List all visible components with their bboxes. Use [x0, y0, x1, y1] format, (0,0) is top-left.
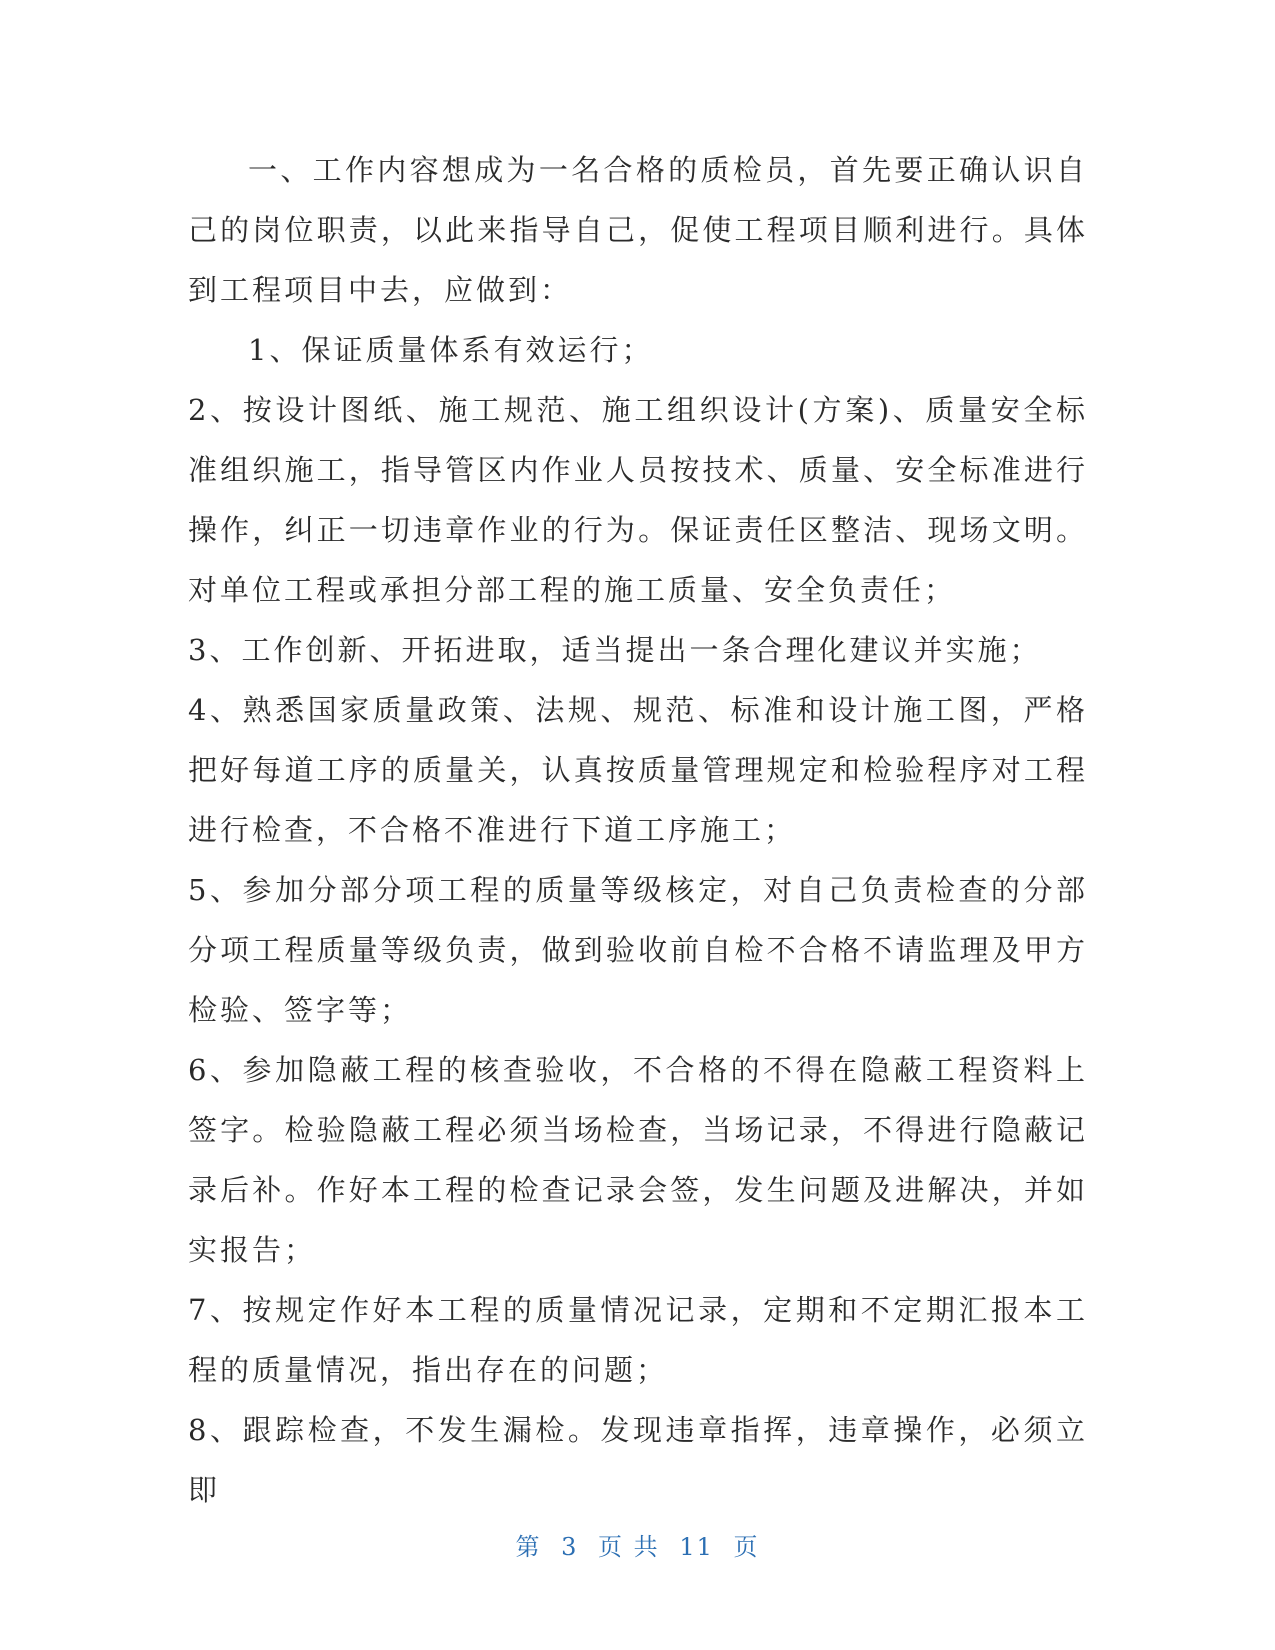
current-page-number: 3: [561, 1533, 579, 1561]
page-suffix: 页: [733, 1533, 760, 1561]
paragraph-intro: 一、工作内容想成为一名合格的质检员，首先要正确认识自己的岗位职责，以此来指导自己，促使工程项目顺利进行。具体到工程项目中去，应做到：: [188, 153, 1088, 307]
page-mid-text: 页 共: [598, 1533, 660, 1561]
list-item-2: 2、按设计图纸、施工规范、施工组织设计(方案)、质量安全标准组织施工，指导管区内作业人员按技术、质量、安全标准进行操作，纠正一切违章作业的行为。保证责任区整洁、现场文明。对单位工程或承担分部工程的施工质量、安全负责任；: [188, 393, 1088, 607]
list-item-4: 4、熟悉国家质量政策、法规、规范、标准和设计施工图，严格把好每道工序的质量关，认真按质量管理规定和检验程序对工程进行检查，不合格不准进行下道工序施工；: [188, 693, 1088, 847]
page-prefix: 第: [515, 1533, 542, 1561]
list-item-5: 5、参加分部分项工程的质量等级核定，对自己负责检查的分部分项工程质量等级负责，做到验收前自检不合格不请监理及甲方检验、签字等；: [188, 873, 1088, 1027]
list-item-1: 1、保证质量体系有效运行；: [248, 333, 654, 367]
total-pages-number: 11: [679, 1533, 714, 1561]
list-item-7: 7、按规定作好本工程的质量情况记录，定期和不定期汇报本工程的质量情况，指出存在的问题；: [188, 1293, 1088, 1387]
list-item-3: 3、工作创新、开拓进取，适当提出一条合理化建议并实施；: [188, 633, 1042, 667]
page-number-footer: [0, 1527, 1275, 1562]
list-item-8: 8、跟踪检查，不发生漏检。发现违章指挥，违章操作，必须立即: [188, 1413, 1088, 1507]
list-item-6: 6、参加隐蔽工程的核查验收，不合格的不得在隐蔽工程资料上签字。检验隐蔽工程必须当场检查，当场记录，不得进行隐蔽记录后补。作好本工程的检查记录会签，发生问题及进解决，并如实报告；: [188, 1053, 1088, 1267]
document-body: [188, 140, 1088, 1520]
